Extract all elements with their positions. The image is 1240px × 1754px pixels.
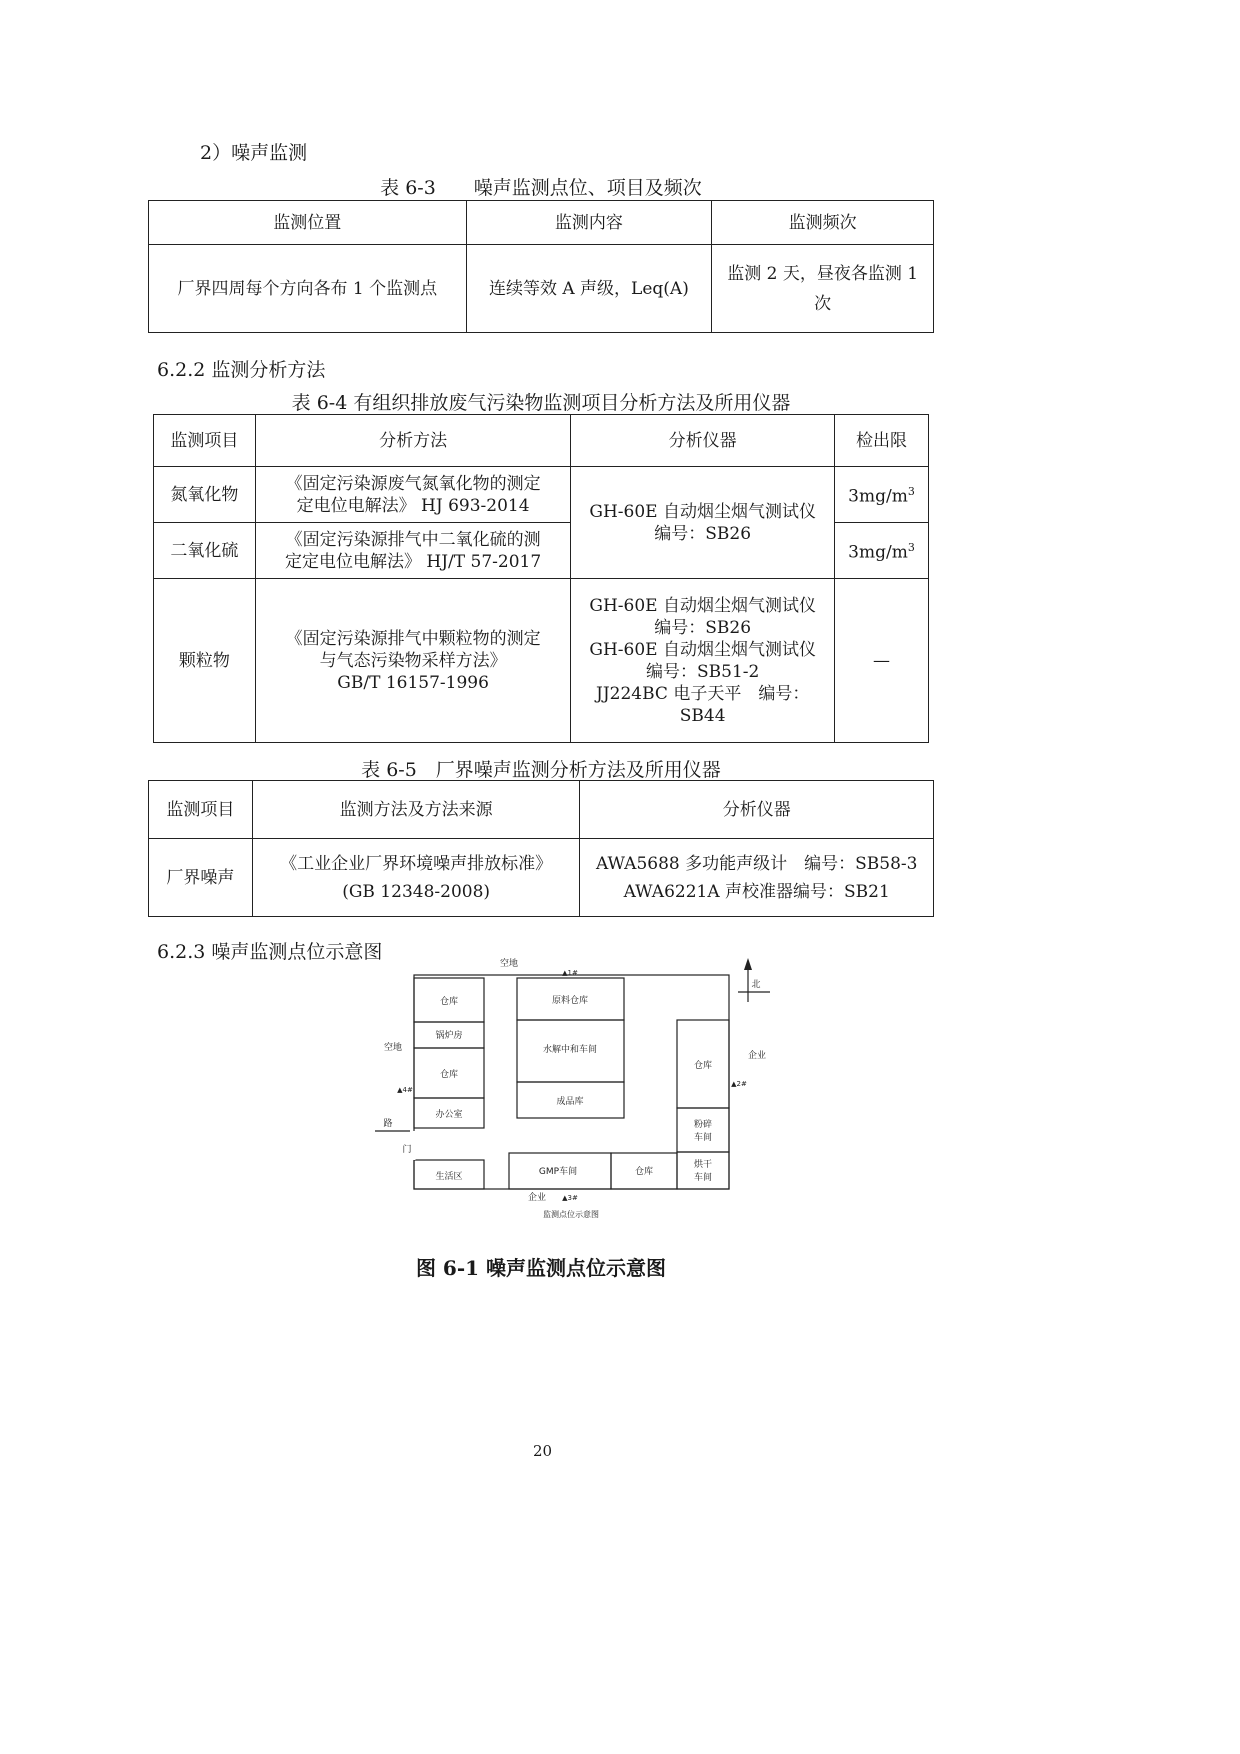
table-6-4-caption: 表 6-4 有组织排放废气污染物监测项目分析方法及所用仪器 [291, 392, 791, 414]
table-header: 监测项目 [154, 415, 256, 467]
building-label: 车间 [693, 1173, 713, 1183]
cell-line: 次 [814, 293, 832, 314]
north-arrow-icon [744, 958, 752, 970]
table-header: 监测位置 [149, 201, 467, 245]
table-header: 检出限 [835, 415, 929, 467]
building-label: 生活区 [435, 1172, 463, 1182]
monitoring-point-3: ▲3# [562, 1194, 578, 1202]
building-label: 粉碎 [693, 1120, 713, 1130]
superscript: 3 [907, 485, 915, 499]
label-bottom: 企业 [527, 1193, 547, 1203]
table-6-4 [153, 414, 929, 743]
building-label: 仓库 [439, 1070, 459, 1080]
road-label: 路 [383, 1119, 393, 1129]
building-label: 烘干 [693, 1160, 713, 1170]
table-header: 监测方法及方法来源 [252, 781, 580, 839]
table-header: 监测项目 [149, 781, 253, 839]
table-cell [255, 579, 571, 743]
heading-6-2-3: 6.2.3 噪声监测点位示意图 [157, 941, 383, 963]
table-cell: 颗粒物 [154, 579, 256, 743]
table-header: 监测频次 [712, 201, 934, 245]
table-cell [835, 467, 929, 523]
building-label: 成品库 [556, 1097, 584, 1107]
building-label: 锅炉房 [435, 1031, 463, 1041]
superscript: 3 [907, 541, 915, 555]
section-noise-monitoring: 2）噪声监测 [200, 142, 308, 164]
table-cell: 二氧化硫 [154, 523, 256, 579]
detection-limit: 3mg/m [848, 542, 908, 563]
heading-6-2-2: 6.2.2 监测分析方法 [157, 359, 326, 381]
cell-line: 编号：SB26 [654, 523, 752, 544]
label-right: 企业 [747, 1051, 767, 1061]
table-cell [571, 467, 835, 579]
building-label: GMP车间 [538, 1167, 578, 1177]
cell-line: 定定电位电解法》 HJ/T 57-2017 [285, 551, 542, 572]
table-cell: 厂界噪声 [149, 839, 253, 917]
table-cell: 连续等效 A 声级，Leq(A) [466, 245, 712, 333]
detection-limit: 3mg/m [848, 486, 908, 507]
cell-line: SB44 [679, 705, 726, 726]
table-cell: 氮氧化物 [154, 467, 256, 523]
label-left: 空地 [383, 1043, 403, 1053]
gate-label: 门 [402, 1145, 412, 1155]
table-header: 监测内容 [466, 201, 712, 245]
monitoring-point-1: ▲1# [562, 969, 578, 977]
cell-line: 《固定污染源废气氮氧化物的测定 [285, 473, 541, 494]
label-top: 空地 [499, 959, 519, 969]
table-cell [255, 523, 571, 579]
cell-line: 定电位电解法》 HJ 693-2014 [296, 495, 530, 516]
building-label: 水解中和车间 [542, 1045, 598, 1055]
table-cell: 厂界四周每个方向各布 1 个监测点 [149, 245, 467, 333]
cell-line: AWA5688 多功能声级计 编号：SB58-3 [595, 853, 918, 874]
building-label: 仓库 [439, 997, 459, 1007]
table-cell [580, 839, 934, 917]
table-6-5-caption: 表 6-5 厂界噪声监测分析方法及所用仪器 [361, 759, 721, 781]
table-cell [252, 839, 580, 917]
north-label: 北 [751, 980, 761, 990]
building-label: 原料仓库 [551, 996, 589, 1006]
cell-line: AWA6221A 声校准器编号：SB21 [623, 881, 890, 902]
monitoring-point-4: ▲4# [397, 1086, 413, 1094]
cell-line: JJ224BC 电子天平 编号： [596, 683, 810, 704]
table-cell [712, 245, 934, 333]
cell-line: GH-60E 自动烟尘烟气测试仪 [589, 501, 816, 522]
building-label: 车间 [693, 1133, 713, 1143]
table-header: 分析仪器 [571, 415, 835, 467]
cell-line: 《固定污染源排气中颗粒物的测定 [285, 628, 541, 649]
cell-line: 与气态污染物采样方法》 [319, 650, 507, 671]
table-cell: — [835, 579, 929, 743]
cell-line: GB/T 16157-1996 [337, 672, 489, 693]
building-crushing-workshop [677, 1108, 729, 1152]
site-map-diagram [370, 950, 790, 1230]
table-cell [255, 467, 571, 523]
cell-line: (GB 12348-2008) [342, 881, 491, 902]
monitoring-point-2: ▲2# [731, 1080, 747, 1088]
building-drying-workshop [677, 1152, 729, 1189]
table-header: 分析方法 [255, 415, 571, 467]
cell-line: 编号：SB26 [654, 617, 752, 638]
table-6-5 [148, 780, 934, 917]
cell-line: 监测 2 天，昼夜各监测 1 [727, 263, 919, 284]
table-6-3 [148, 200, 934, 333]
cell-line: 《工业企业厂界环境噪声排放标准》 [280, 853, 553, 874]
cell-line: 编号：SB51-2 [646, 661, 760, 682]
building-label: 办公室 [435, 1110, 463, 1120]
table-cell [571, 579, 835, 743]
table-cell [835, 523, 929, 579]
building-label: 仓库 [693, 1061, 713, 1071]
page-number: 20 [532, 1442, 553, 1460]
cell-line: 《固定污染源排气中二氧化硫的测 [285, 529, 541, 550]
cell-line: GH-60E 自动烟尘烟气测试仪 [589, 639, 816, 660]
table-header: 分析仪器 [580, 781, 934, 839]
building-label: 仓库 [634, 1167, 654, 1177]
map-caption: 监测点位示意图 [543, 1210, 599, 1219]
table-6-3-caption: 表 6-3 噪声监测点位、项目及频次 [380, 177, 702, 199]
cell-line: GH-60E 自动烟尘烟气测试仪 [589, 595, 816, 616]
figure-caption: 图 6-1 噪声监测点位示意图 [415, 1256, 667, 1280]
